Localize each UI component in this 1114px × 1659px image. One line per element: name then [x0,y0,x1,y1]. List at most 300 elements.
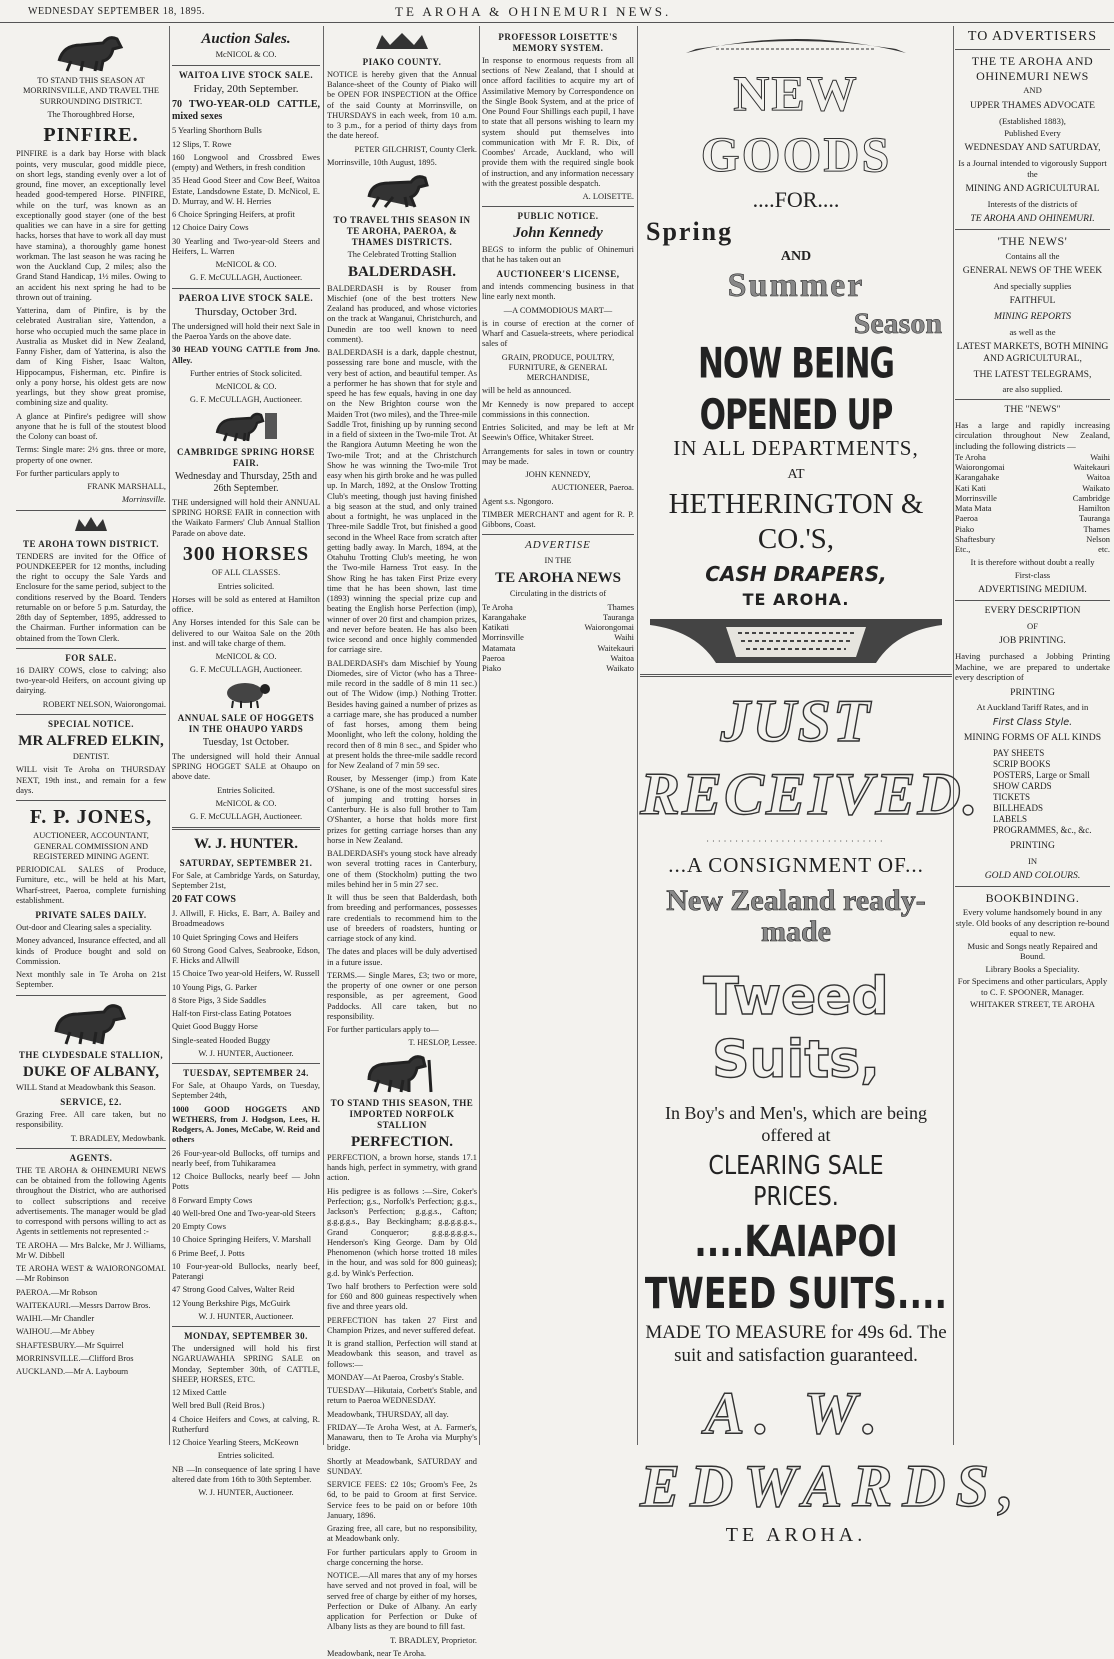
sale-item: 30 Yearling and Two-year-old Steers and Heifers, L. Warren [172,236,320,256]
sale-item: 12 Choice Bullocks, nearly beef — John Potts [172,1172,320,1192]
district: Paeroa [482,653,505,663]
waitoa-sale [172,70,320,284]
job-item: BILLHEADS [993,802,1043,813]
issue-date: WEDNESDAY SEPTEMBER 18, 1895. [28,6,205,17]
divider [955,229,1110,230]
text-line: AND [1023,85,1042,96]
ad-signature: T. HESLOP, Lessee. [408,1038,477,1048]
district: Te Aroha [482,602,513,612]
district-row [482,664,634,674]
ad-body: BALDERDASH is a dark, dapple chestnut, possessing rare bone and muscle, with the very best of action, and beautiful temper. As a performer he has shown that for style and speed he has few equals, having in one day on the New Brighton course won the Maiden Trot (two miles), and the Three-mile Saddle Trot, finishing up by running second in a field of sixteen in the Two-mile Trot. At the Rangiora Autumn Meeting he won the Two-mile Trot; and at the Christchurch Show he was winning the Two-mile Trot easy when his girth broke and he was pulled up. In March, 1892, at the Onslow Trotting Club's meeting, though just having finished a big season at the stud, and only trained about a fortnight, he was unplaced in the Three-mile Saddle Trot, but finished a good second in the Wheel Race from scratch after getting badly away. In March, 1894, at the Otahuhu Trotting Club's meeting, he won the Two-mile Harness Trot easy. In the Show Ring he has taken First Prize every time that he has been shown, last time (1893) winning the special prize cup and beating the English horse Perfection (imp), winner of over 20 first and champion prizes, and never before beaten. He has also been twice second and once highly commended for carriage sire. [327,348,477,655]
crest-icon [71,515,111,535]
horse-cut-icon [48,1000,134,1046]
sale-body: Horses will be sold as entered at Hamilton office. [172,594,320,615]
newspaper-name: TE AROHA & OHINEMURI NEWS. [395,4,672,19]
sale-date: Thursday, October 3rd. [195,305,297,318]
sale-lot-desc: OF ALL CLASSES. [211,568,281,578]
district: Kati Kati [955,483,986,493]
ad-body: WILL visit Te Aroha on THURSDAY NEXT, 19th inst., and remain for a few days. [16,765,166,795]
sale-date: Wednesday and Thursday, 25th and 26th September. [175,470,317,494]
text-line: For Specimens and other particulars, Apply to C. F. SPOONER, Manager. [957,976,1108,997]
divider [16,714,166,715]
sale-body: Any Horses intended for this Sale can be delivered to our Waitoa Sale on the 20th inst. and will take charge of them. [172,618,320,648]
ad-body: BALDERDASH is by Rouser from Mischief (one of the best trotters New Zealand has produced, and whose victories on the track at Wanganui, Christchurch, and Dunedin are too well known to need comment). [327,283,477,344]
divider [172,827,320,830]
sale-date: Tuesday, 1st October. [202,736,290,748]
opened-up-line: NOW BEING OPENED UP [697,339,894,440]
sale-item: Well bred Bull (Reid Bros.) [172,1401,265,1411]
sale-item: 12 Choice Dairy Cows [172,223,249,233]
notice-body: BEGS to inform the public of Ohinemuri that he has taken out an [482,244,634,264]
notice-body: TENDERS are invited for the Office of POUNDKEEPER for 12 months, including the right to occupy the Sale Yards and Enclosure for the same period, subject to the conditions reserved by the Board. Tenders returnable on or before 5 p.m. Saturday, the 28th day of September, 1895, addressed to the Chairman. Further information can be obtained from the Town Clerk. [16,551,166,643]
district: Waitekauri [597,643,634,653]
horse-name: BALDERDASH. [348,264,456,281]
text-line: (Established 1883), [999,115,1066,126]
district: Waikato [1082,483,1110,493]
ad-body: Out-door and Clearing sales a speciality. [16,923,152,933]
text-line: are also supplied. [1002,384,1063,395]
district: Matamata [482,643,516,653]
ad-subheading: The Celebrated Trotting Stallion [347,250,457,260]
notice-body: THE TE AROHA & OHINEMURI NEWS can be obtained from the following Agents throughout the District, who are authorised to collect subscriptions and receive advertisements. The manager would be glad to correspond with persons willing to act as Agents in settlements not represented :- [16,1165,166,1237]
sale-item: 10 Quiet Springing Cows and Heifers [172,932,299,942]
text-line: ADVERTISING MEDIUM. [978,584,1087,596]
notice-heading: AGENTS. [69,1152,113,1163]
district-row [955,473,1110,483]
perfection-ad [327,1098,477,1659]
district-row [955,494,1110,504]
horse-name: PINFIRE. [43,124,139,146]
notice-body: Arrangements for sales in town or country may be made. [482,446,634,466]
crest-icon [372,31,432,53]
text-line: IN [1027,855,1038,866]
trotter-cut-icon [359,171,445,211]
sale-item: 35 Head Good Steer and Cow Beef, Waitoa Estate, Landsdowne Estate, D. McNicol, E. D. Murray, and W. H. Herries [172,176,320,206]
notice-body: TIMBER MERCHANT and agent for R. P. Gibbons, Coast. [482,509,634,530]
sale-item: 6 Choice Springing Heifers, at profit [172,210,295,220]
district: Piako [482,664,502,674]
season-line: Season [853,307,942,341]
sale-item: 10 Young Pigs, G. Parker [172,982,257,992]
text-line: UPPER THAMES ADVOCATE [969,99,1096,111]
just-received-heading: JUST RECEIVED. [640,687,980,827]
sale-body: For Sale, at Ohaupo Yards, on Tuesday, September 24th, [172,1081,320,1101]
district: Mata Mata [955,504,992,514]
ad-body: PERIODICAL SALES of Produce, Furniture, etc., will be held at his Mart, Wharf-street, Paeroa, complete furnishing establishment. [16,865,166,905]
job-list [955,748,1110,836]
hunter-sale-21 [172,835,320,1059]
ad-terms: TERMS.— Single Mares, £3; two or more, the property of one owner or one person responsible, as per agreement, Good Paddocks. All care taken, but no responsibility. [327,970,477,1021]
district: Karangahake [482,612,527,622]
auctioneer-name: W. J. HUNTER. [193,836,299,853]
divider [16,800,166,801]
auctioneer-role: AUCTIONEER, ACCOUNTANT, GENERAL COMMISSION AND REGISTERED MINING AGENT. [33,831,149,861]
notice-body: will be held as announced. [482,386,572,396]
ad-body: Grazing free, all care, but no responsibility, at Meadowbank only. [327,1524,477,1544]
mart-heading: —A COMMODIOUS MART— [503,305,613,315]
dentist-ad [16,719,166,796]
text-line: Having purchased a Jobbing Printing Machine, we are prepared to undertake every description of [955,651,1110,683]
hetherington-ad [640,31,952,669]
ad-body: Rouser, by Messenger (imp.) from Kate O'Shane, is one of the most successful sires of jumping and trotting horses in Canterbury. He is also full brother to Tam O'Shanter, a horse that holds more first prizes for getting carriage horses than any horse in New Zealand. [327,774,477,845]
sale-heading: WAITOA LIVE STOCK SALE. [178,69,314,80]
text-line: THE LATEST TELEGRAMS, [973,368,1092,380]
divider [482,206,634,207]
ad-body: PINFIRE is a dark bay Horse with black points, very muscular, good middle piece, on short legs, standing evenly over a lot of ground, fine mover, an exceptionally level headed good-tempered Horse. PINFIRE, while on the turf, was known as an exceptionally good stayer (one of the best qualities we can have in a sire for getting hacks, horses that have to work all day must have stamina), a thoroughly game honest workman. The last season he was racing he won the Auckland Cup, 2 miles; also the Grand Stand Handicap, 1½ miles. Owing to an accident his next spring he had to be thrown out of training. [16,149,166,302]
for-line: ....FOR.... [752,187,840,212]
to-advertisers-heading: TO ADVERTISERS [967,29,1098,44]
divider [16,648,166,649]
horses-cut-icon [211,409,281,443]
sale-item: 4 Choice Heifers and Cows, at calving, R. Rutherfurd [172,1414,320,1434]
ornament-icon [676,31,916,57]
sale-item: Single-seated Hooded Buggy [172,1035,271,1045]
notice-body: NOTICE is hereby given that the Annual Balance-sheet of the County of Piako will be OPEN FOR INSPECTION at the Office of the said County at Morrinsville, on THURSDAYS in each week, from 10 a.m. to 3 p.m., for a period of thirty days from the date hereof. [327,69,477,141]
agent-row: WAIHOU.—Mr Abbey [16,1327,95,1337]
ad-body: For further particulars apply to— [327,1025,439,1035]
text-line: MINING REPORTS [993,311,1071,323]
district-row [482,644,634,654]
district: Waitoa [1086,473,1110,483]
text-line: WHITAKER STREET, TE AROHA [969,999,1096,1010]
sheep-cut-icon [219,679,273,709]
tweed-suits-heading: Tweed Suits, [703,966,889,1091]
sale-item: 6 Prime Beef, J. Potts [172,1248,245,1258]
departments-line: IN ALL DEPARTMENTS, [673,436,919,461]
agent-row: TE AROHA WEST & WAIORONGOMAI.—Mr Robinson [16,1264,166,1284]
text-line: PRINTING [1010,686,1055,698]
ad-body: For further particulars apply to [16,468,120,478]
text-line: First Class Style. [992,716,1073,728]
text-line: EVERY DESCRIPTION [984,605,1081,617]
district-row [955,504,1110,514]
district-row [955,525,1110,535]
ad-body: BALDERDASH's dam Mischief by Young Diomedes, sire of Victor (who has a Three-mile record in the saddle of 8 min 11 sec.) out of The Widow (imp.) Nothing Trotter. Besides having gained a number of prizes as a carriage mare, she has produced a number of fast horses, among them being Moonlight, who left the colony, holding the record then of 8 min 8 sec., and Spider who at present holds the three-mile saddle record for New Zealand of 7 min 59 sec. [327,658,477,771]
district: Tauranga [1078,514,1110,524]
sale-lot: 1000 GOOD HOGGETS AND WETHERS, from J. Hodgson, Lees, H. Rodgers, A. Jones, McCabe, W. Reid and others [172,1104,320,1145]
district: Morrinsville [955,493,997,503]
ad-body: Grazing Free. All care taken, but no responsibility. [16,1110,166,1130]
firm-name: McNICOL & CO. [215,50,277,60]
sale-note: NB —In consequence of late spring I have altered date from 16th to 30th September. [172,1464,320,1484]
route-item: MONDAY—At Paeroa, Crosby's Stable. [327,1372,464,1382]
divider [482,534,634,535]
town-name: TE AROHA. [742,590,850,610]
district: Waihi [614,633,634,643]
district: Karangahake [955,473,1000,483]
district-row [482,633,634,643]
notice-body: Agent s.s. Ngongoro. [482,496,554,506]
district: etc. [1098,545,1110,555]
district-row [955,484,1110,494]
notice-body: is in course of erection at the corner of Wharf and Casuela-streets, where periodical sales of [482,318,634,349]
job-item: TICKETS [993,791,1030,802]
ad-body: In response to enormous requests from all sections of New Zealand, that I should at once afford facilities to acquire my art of Assimilative Memory by Correspondence on the Single Book System, and at the price of One Pound Four Shillings each pupil, I have to state that all persons wishing to learn my system should put themselves into communication with Mr F. R. Dix, of Coombes' Arcade, Auckland, who will provide them with the required single book of instruction, and any information necessary with the greatest possible despatch. [482,55,634,188]
text-line: GENERAL NEWS OF THE WEEK [962,265,1103,277]
column-rule [953,26,954,1445]
district-row [482,613,634,623]
ad-body: The dates and places will be duly advertised in a future issue. [327,947,477,967]
ad-place: Meadowbank, near Te Aroha. [327,1648,427,1658]
auctioneer-name: F. P. JONES, [29,806,153,829]
text-line: JOB PRINTING. [999,635,1066,647]
column-1 [16,28,166,1445]
hoggets-sale [172,713,320,823]
sale-item: 47 Strong Good Calves, Walter Reid [172,1285,295,1295]
notice-body: Mr Kennedy is now prepared to accept commissions in this connection. [482,399,634,419]
firm-name: HETHERINGTON & CO.'S, [668,488,924,556]
ad-signature: T. BRADLEY, Medowbank. [70,1133,166,1143]
column-rule [169,26,170,1445]
job-item: SCRIP BOOKS [993,759,1051,770]
district-row [482,623,634,633]
edwards-name: A. W. EDWARDS, [640,1379,1024,1520]
jones-ad [16,805,166,991]
auctioneer: G. F. McCULLAGH, Auctioneer. [189,665,303,675]
job-item: POSTERS, Large or Small [993,770,1090,781]
text-line: LATEST MARKETS, BOTH MINING AND AGRICULTURAL, [956,341,1109,364]
cambridge-sale [172,447,320,676]
agent-row: PAEROA.—Mr Robson [16,1287,98,1297]
ad-signature: JOHN KENNEDY, [525,470,591,480]
loisette-ad [482,32,634,202]
ad-body: Circulating in the districts of [509,589,607,599]
district: Waiorongomai [955,463,1005,473]
horse-name: DUKE OF ALBANY, [23,1063,159,1080]
dentist-role: DENTIST. [72,752,110,762]
for-sale-ad [16,653,166,710]
sale-lot: 20 FAT COWS [172,894,236,906]
newspaper-name: TE AROHA NEWS [495,570,621,587]
text-line: Music and Songs neatly Repaired and Bound. [967,940,1098,962]
ad-body: 16 DAIRY COWS, close to calving; also two-year-old Heifers, on account giving up dairying. [16,665,166,696]
ad-body: A glance at Pinfire's pedigree will show anyone that he is full of the stoutest blood the Colony can boast of. [16,411,166,442]
divider [172,1063,320,1064]
sale-item: 10 Choice Springing Heifers, V. Marshall [172,1235,312,1245]
district: Shaftesbury [955,534,996,544]
ad-signature: McNICOL & CO. [215,382,277,392]
text-line: THE "NEWS" [1004,403,1061,415]
sale-heading: PAEROA LIVE STOCK SALE. [178,292,314,303]
ad-signature: ROBERT NELSON, Waiorongomai. [42,699,166,709]
ad-heading: PROFESSOR LOISETTE'S MEMORY SYSTEM. [498,32,618,53]
job-item: SHOW CARDS [993,781,1052,791]
sale-heading: CAMBRIDGE SPRING HORSE FAIR. [176,446,315,468]
ad-signature: A. LOISETTE. [582,192,634,202]
ad-heading: SPECIAL NOTICE. [47,718,135,729]
sale-body: Entries solicited. [217,581,275,591]
newspaper-name: THE TE AROHA AND OHINEMURI NEWS [971,54,1094,83]
horse-name: PERFECTION. [350,1133,454,1150]
text-line: Every volume handsomely bound in any style. Old books of any description re-bound equal to new. [955,907,1110,939]
sale-item: 160 Longwool and Crossbred Ewes (empty) and Wethers, in fresh condition [172,152,320,173]
ad-body: It is grand stallion, Perfection will stand at Meadowbank this season, and travel as follows:— [327,1339,477,1369]
text-line: Library Books a Speciality. [985,963,1080,974]
ad-heading: TO STAND THIS SEASON AT MORRINSVILLE, AND TRAVEL THE SURROUNDING DISTRICT. [22,76,160,106]
text-line: WEDNESDAY AND SATURDAY, [964,142,1101,154]
kaiapoi-line: ....KAIAPOI TWEED SUITS.... [644,1216,948,1320]
route-item: Meadowbank, THURSDAY, all day. [327,1409,449,1419]
ad-body: For further particulars apply to Groom in charge concerning the horse. [327,1547,477,1567]
sale-item: 12 Young Berkshire Pigs, McGuirk [172,1298,291,1308]
ad-signature: T. BRADLEY, Proprietor. [390,1635,477,1645]
district-row [482,603,634,613]
district: Waikato [606,664,634,674]
route-item: FRIDAY—Te Aroha West, at A. Farmer's, Manawaru, then to Te Aroha via Murphy's bridge. [327,1422,477,1453]
text-line: as well as the [1009,326,1056,337]
advertise-box [482,539,634,674]
ad-body: It will thus be seen that Balderdash, both from breeding and performances, possesses rare credentials to recommend him to the use of breeders of roadsters, hunting or carriage stock of any kind. [327,893,477,944]
dots-rule: ······························· [706,837,886,847]
text-line: Published Every [1004,128,1061,138]
piako-county-notice [327,57,477,168]
notice-date: Morrinsville, 10th August, 1895. [327,157,437,167]
district: Thames [607,602,634,612]
agent-row: MORRINSVILLE.—Clifford Bros [16,1353,134,1363]
district-row [955,514,1110,524]
ad-signature: McNICOL & CO. [215,260,277,270]
district: Thames [1083,524,1110,534]
sale-body: For Sale, at Cambridge Yards, on Saturday, September 21st, [172,870,320,890]
notice-heading: PUBLIC NOTICE. [517,211,599,222]
hunter-sale-30 [172,1331,320,1498]
sale-item: Half-ton First-class Eating Potatoes [172,1009,292,1019]
sale-body: THE undersigned will hold their ANNUAL SPRING HORSE FAIR in connection with the Waikato Farmers' Club Annual Stallion Parade on above date. [172,497,320,538]
sale-item: 40 Well-bred One and Two-year-old Steers [172,1208,316,1218]
sale-item: 12 Slips, T. Rowe [172,139,232,149]
consignment-line: ...A CONSIGNMENT OF... [668,853,924,878]
district-row [955,545,1110,555]
ad-signature: W. J. HUNTER, Auctioneer. [198,1311,294,1321]
ad-signature: W. J. HUNTER, Auctioneer. [198,1488,294,1498]
column-rule [479,26,480,1445]
and-line: AND [780,248,812,264]
divider [955,49,1110,50]
sale-item: Quiet Good Buggy Horse [172,1022,258,1032]
pinfire-ad [16,76,166,506]
district-list [482,603,634,675]
auctioneer: G. F. McCULLAGH, Auctioneer. [189,273,303,283]
divider [955,399,1110,400]
text-line: TE AROHA AND OHINEMURI. [970,213,1095,225]
stallion-cut-icon [359,1052,445,1094]
ad-terms: Terms: Single mare: 2½ gns. three or more, property of one owner. [16,445,166,465]
ad-place: Morrinsville. [122,495,166,505]
ad-heading: FOR SALE. [65,652,117,663]
licence: AUCTIONEER'S LICENSE, [496,269,620,280]
ad-body: His pedigree is as follows :—Sire, Coker's Perfection; g.s., Norfolk's Perfection; g.g.s., Jackson's Perfection; g.g.g.s., Cafton; g.g.g.g.s., Bay Beckingham; g.g.g.g.g.s., Grand Conqueror; g.g.g.g.g.g.s., Henderson's King George. Dam by Old Phenomenon (which horse trotted 18 miles in the hour, and was sold for 800 guineas); g.d. by Wink's Perfection. [327,1186,477,1278]
district-row [955,463,1110,473]
albany-ad [16,1050,166,1144]
district: Paeroa [955,514,978,524]
ad-signature: W. J. HUNTER, Auctioneer. [198,1048,294,1058]
at-line: AT [787,466,805,482]
town-name: TE AROHA. [725,1524,867,1547]
notice-heading: PIAKO COUNTY. [362,57,442,67]
text-line: PRINTING [1010,839,1055,851]
text-line: FAITHFUL [1009,295,1056,307]
sale-item: 60 Strong Good Calves, Seabrooke, Edson, F. Hicks and Allwill [172,945,320,966]
agent-row: WAITEKAURI.—Messrs Darrow Bros. [16,1300,151,1310]
service-fee: SERVICE, £2. [60,1097,122,1108]
column-6 [955,28,1110,1445]
text-line: Is a Journal intended to vigorously Support the [958,158,1107,179]
sale-date: Friday, 20th September. [193,82,299,95]
summer-line: Summer [727,266,865,304]
divider [16,995,166,996]
notice-heading: TE AROHA TOWN DISTRICT. [22,538,160,549]
sale-item: 12 Mixed Cattle [172,1388,227,1398]
agents-notice [16,1153,166,1377]
horse-cut-icon [51,31,131,73]
district: Waitekauri [1073,463,1110,473]
text-line: At Auckland Tariff Rates, and in [976,702,1089,713]
sale-body: The undersigned will hold his first NGARUAWAHIA SPRING SALE on Monday, September 30th, of CATTLE, SHEEP, HORSES, ETC. [172,1344,320,1384]
the-news-heading: 'THE NEWS' [997,234,1068,249]
ad-heading: TO STAND THIS SEASON, THE IMPORTED NORFOLK STALLION [330,1097,474,1130]
district: Nelson [1086,534,1110,544]
section-heading: Auction Sales. [201,31,291,47]
divider [172,288,320,289]
ornament-icon [646,613,946,669]
agent-row: WAIHI.—Mr Chandler [16,1314,95,1324]
divider [172,1326,320,1327]
sale-body: The undersigned will hold their Annual SPRING HOGGET SALE at Ohaupo on above date. [172,751,320,782]
hunter-sale-24 [172,1068,320,1322]
text-line: First-class [1014,569,1051,580]
clearing-sale-line: CLEARING SALE PRICES. [708,1150,884,1213]
kennedy-notice [482,211,634,530]
sale-date: SATURDAY, SEPTEMBER 21. [179,857,313,868]
ad-signature: PETER GILCHRIST, County Clerk. [354,144,477,154]
ad-body: PERFECTION has taken 27 First and Champion Prizes, and never suffered defeat. [327,1315,477,1335]
text-line: MINING AND AGRICULTURAL [965,183,1100,195]
divider [172,65,320,66]
notice-body: and intends commencing business in that line early next month. [482,282,634,302]
text-line: And specially supplies [993,280,1072,291]
ad-place: AUCTIONEER, Paeroa. [551,483,634,493]
district-list [955,453,1110,556]
route-item: TUESDAY—Hikutaia, Corbett's Stable, and return to Paeroa WEDNESDAY. [327,1386,477,1406]
ad-subheading: IN THE [544,555,572,565]
job-item: PAY SHEETS [993,748,1045,759]
text-line: OF [1027,620,1038,631]
ad-heading: TO TRAVEL THIS SEASON IN TE AROHA, PAEROA, & THAMES DISTRICTS. [333,215,471,248]
auctioneer: G. F. McCULLAGH, Auctioneer. [189,812,303,821]
auctioneer-name: John Kennedy [513,225,603,242]
text-line: Interests of the districts of [987,198,1078,209]
column-rule [637,26,638,1445]
district-row [955,535,1110,545]
district: Piako [955,524,975,534]
ad-body: BALDERDASH's young stock have already won several trotting races in Canterbury, one of them (Stockholm) putting the two miles behind her in 5 min 27 sec. [327,849,477,889]
divider [16,510,166,511]
sale-body: The undersigned will hold their next Sale in the Paeroa Yards on the above date. [172,321,320,342]
dentist-name: MR ALFRED ELKIN, [18,732,164,749]
ad-heading: ADVERTISE [525,539,591,552]
sale-date: MONDAY, SEPTEMBER 30. [184,1331,308,1342]
ad-body: WILL Stand at Meadowbank this Season. [16,1082,156,1092]
auctioneer: G. F. McCULLAGH, Auctioneer. [189,395,303,405]
ad-body: Next monthly sale in Te Aroha on 21st September. [16,970,166,990]
text-line: GOLD AND COLOURS. [984,870,1081,882]
sale-item: J. Allwill, F. Hicks, E. Barr, A. Bailey and Broadmeadows [172,909,320,929]
ad-body: NOTICE.—All mares that any of my horses have served and not proved in foal, will be served free of charge by either of my horses, Perfection or Duke of Albany. An early application for Perfection or Duke of Albany lists as they are bound to fill fast. [327,1571,477,1632]
agent-row: TE AROHA — Mrs Balcke, Mr J. Williams, Mr W. Dibbell [16,1240,166,1260]
divider [955,886,1110,887]
ad-signature: FRANK MARSHALL, [87,482,166,492]
boys-mens-line: In Boy's and Men's, which are being offered at [665,1102,927,1145]
